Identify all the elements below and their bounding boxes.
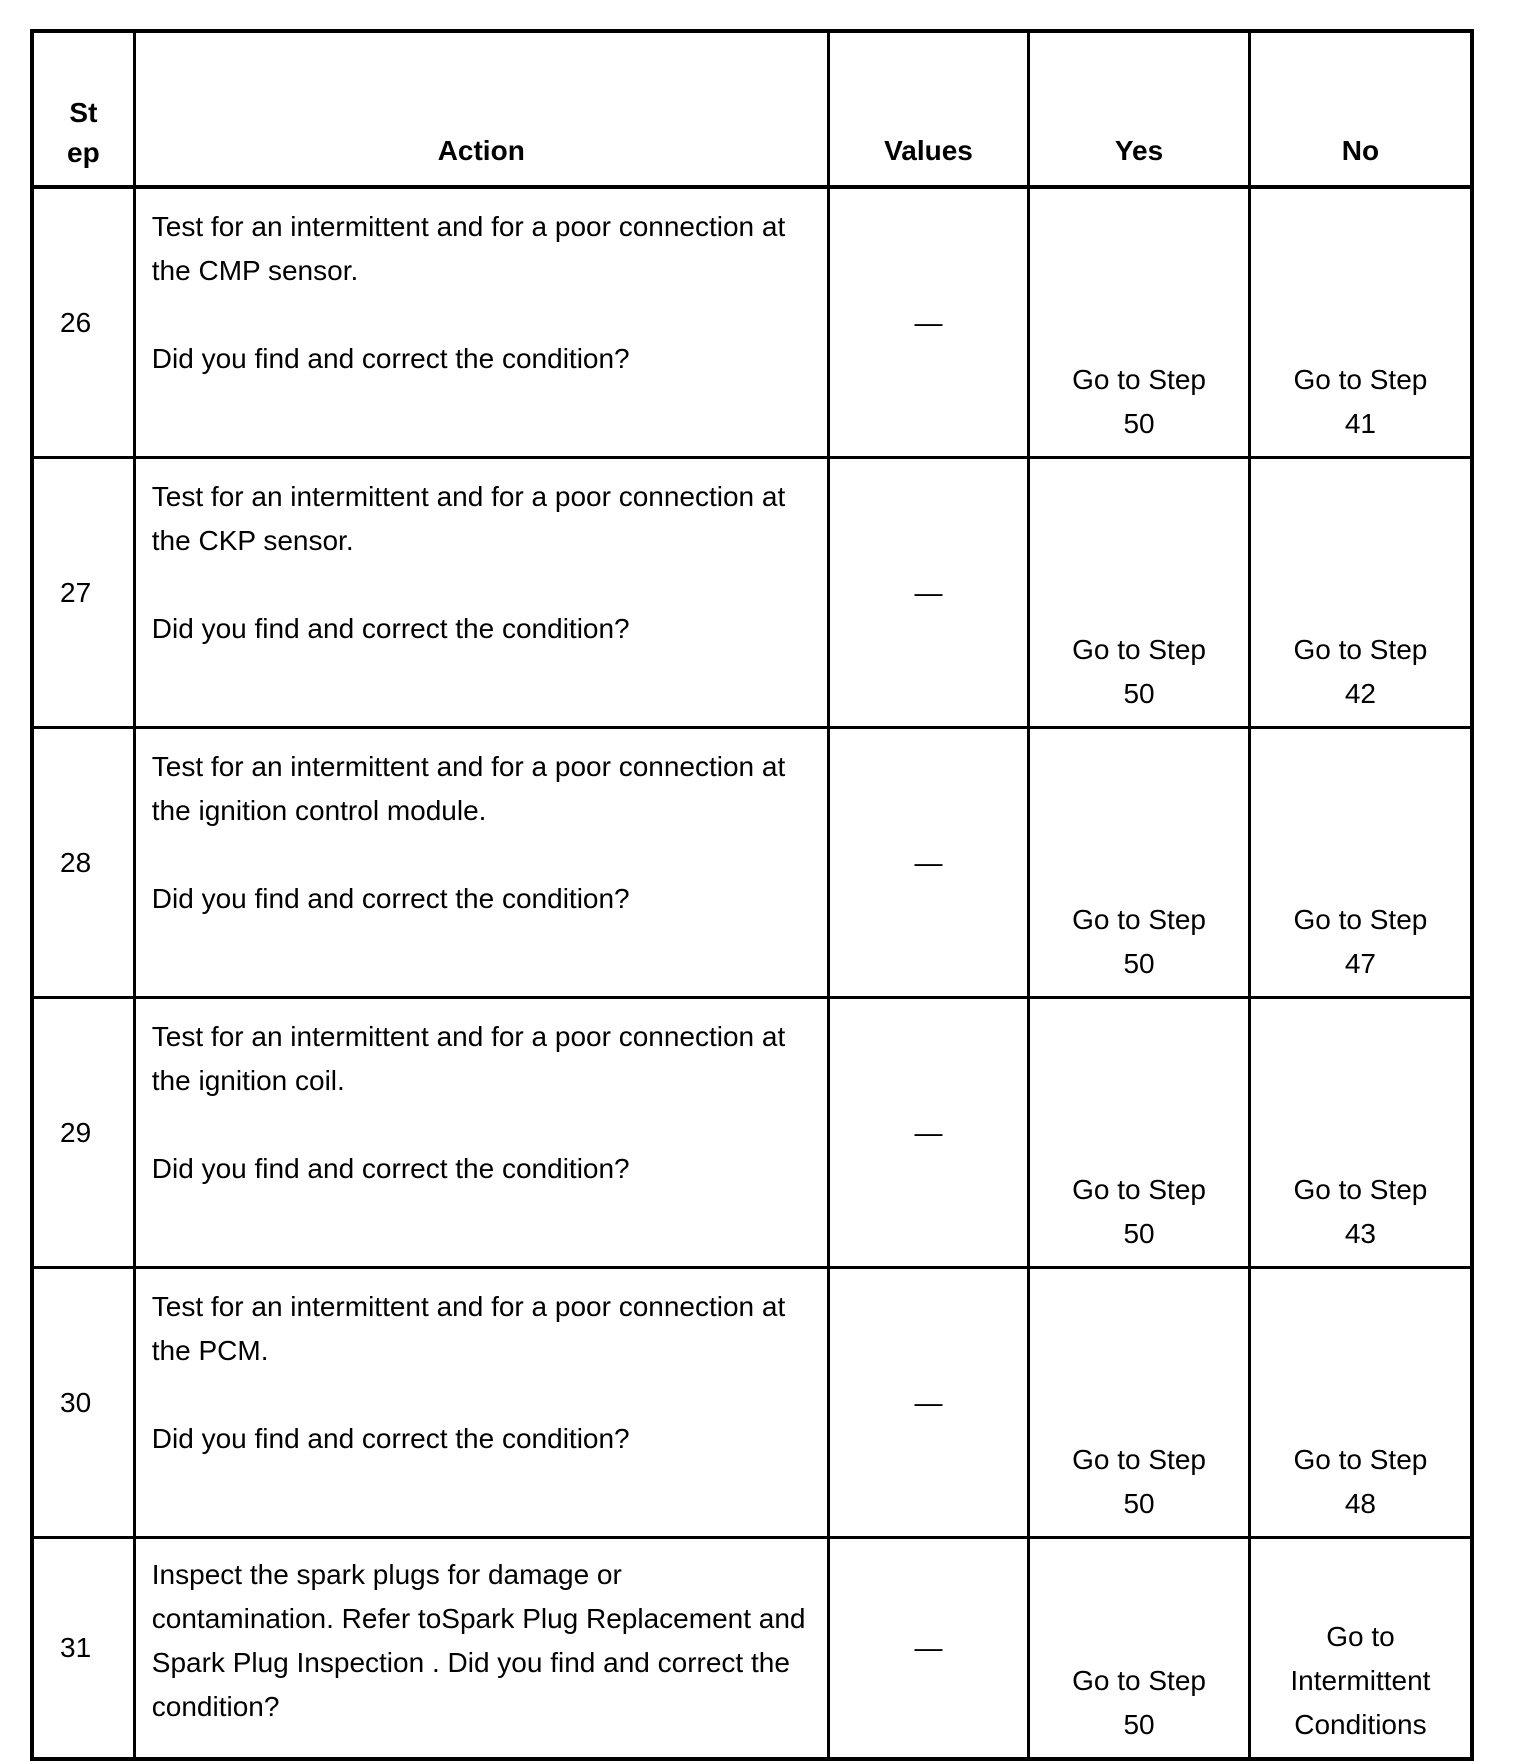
no-goto-text: Go to Step [1293, 1174, 1428, 1205]
yes-goto-text: Go to Step [1072, 904, 1206, 935]
yes-cell [1029, 1268, 1250, 1538]
no-goto-text: Go to [1326, 1621, 1395, 1652]
value-cell: — [828, 458, 1029, 728]
step-number: 30 [32, 1268, 134, 1538]
action-question-text: Did you find and correct the condition? [151, 1153, 630, 1184]
action-question-text: Did you find and correct the condition? [151, 1423, 630, 1454]
table-row [32, 1538, 1472, 1760]
yes-step-number: 50 [1123, 1218, 1155, 1249]
step-number: 26 [32, 187, 134, 458]
header-action: Action [134, 31, 828, 187]
table-row [32, 1268, 1472, 1538]
no-intermittent-text: Intermittent [1290, 1665, 1431, 1696]
action-test-text: Test for an intermittent and for a poor connection at the CKP sensor. [151, 481, 786, 556]
action-question-text: Did you find and correct the condition? [151, 343, 630, 374]
no-step-number: 42 [1344, 678, 1376, 709]
yes-cell [1029, 187, 1250, 458]
no-goto-text: Go to Step [1293, 634, 1428, 665]
value-cell: — [828, 1268, 1029, 1538]
no-step-number: 47 [1344, 948, 1376, 979]
action-cell [134, 458, 828, 728]
value-cell: — [828, 1538, 1029, 1760]
no-cell [1249, 1268, 1472, 1538]
no-goto-text: Go to Step [1293, 904, 1428, 935]
yes-cell [1029, 1538, 1250, 1760]
header-step-line2: ep [67, 137, 100, 168]
header-step-line1: St [69, 97, 98, 128]
table-row [32, 728, 1472, 998]
action-cell [134, 728, 828, 998]
yes-step-number: 50 [1123, 948, 1155, 979]
value-cell: — [828, 187, 1029, 458]
action-cell [134, 1268, 828, 1538]
yes-goto-text: Go to Step [1072, 364, 1206, 395]
yes-goto-text: Go to Step [1072, 1174, 1206, 1205]
action-full-text: Inspect the spark plugs for damage or contamination. Refer toSpark Plug Replacement and Spark Plug Inspection . Did you find and correct the condition? [151, 1559, 806, 1722]
yes-goto-text: Go to Step [1072, 634, 1206, 665]
value-cell: — [828, 728, 1029, 998]
action-cell [134, 1538, 828, 1760]
yes-cell [1029, 728, 1250, 998]
yes-step-number: 50 [1123, 678, 1155, 709]
table-row [32, 998, 1472, 1268]
yes-cell [1029, 458, 1250, 728]
yes-goto-text: Go to Step [1072, 1665, 1206, 1696]
yes-step-number: 50 [1123, 408, 1155, 439]
header-no: No [1249, 31, 1472, 187]
step-number: 28 [32, 728, 134, 998]
diagnostic-table [30, 29, 1474, 1761]
header-step [32, 31, 134, 187]
no-cell [1249, 187, 1472, 458]
step-number: 29 [32, 998, 134, 1268]
action-test-text: Test for an intermittent and for a poor connection at the ignition control module. [151, 751, 786, 826]
no-goto-text: Go to Step [1293, 364, 1428, 395]
action-cell [134, 998, 828, 1268]
no-cell [1249, 458, 1472, 728]
yes-cell [1029, 998, 1250, 1268]
value-cell: — [828, 998, 1029, 1268]
action-question-text: Did you find and correct the condition? [151, 613, 630, 644]
no-cell [1249, 1538, 1472, 1760]
yes-goto-text: Go to Step [1072, 1444, 1206, 1475]
action-cell [134, 187, 828, 458]
no-step-number: 48 [1344, 1488, 1376, 1519]
no-cell [1249, 998, 1472, 1268]
yes-step-number: 50 [1123, 1709, 1155, 1740]
action-test-text: Test for an intermittent and for a poor connection at the PCM. [151, 1291, 786, 1366]
table-row [32, 458, 1472, 728]
action-test-text: Test for an intermittent and for a poor connection at the ignition coil. [151, 1021, 786, 1096]
yes-step-number: 50 [1123, 1488, 1155, 1519]
header-values: Values [828, 31, 1029, 187]
step-number: 27 [32, 458, 134, 728]
table-row [32, 187, 1472, 458]
no-conditions-text: Conditions [1294, 1709, 1427, 1740]
no-cell [1249, 728, 1472, 998]
no-step-number: 43 [1344, 1218, 1376, 1249]
header-row [32, 31, 1472, 187]
no-goto-text: Go to Step [1293, 1444, 1428, 1475]
no-step-number: 41 [1344, 408, 1376, 439]
step-number: 31 [32, 1538, 134, 1760]
header-yes: Yes [1029, 31, 1250, 187]
action-test-text: Test for an intermittent and for a poor connection at the CMP sensor. [151, 211, 786, 286]
action-question-text: Did you find and correct the condition? [151, 883, 630, 914]
